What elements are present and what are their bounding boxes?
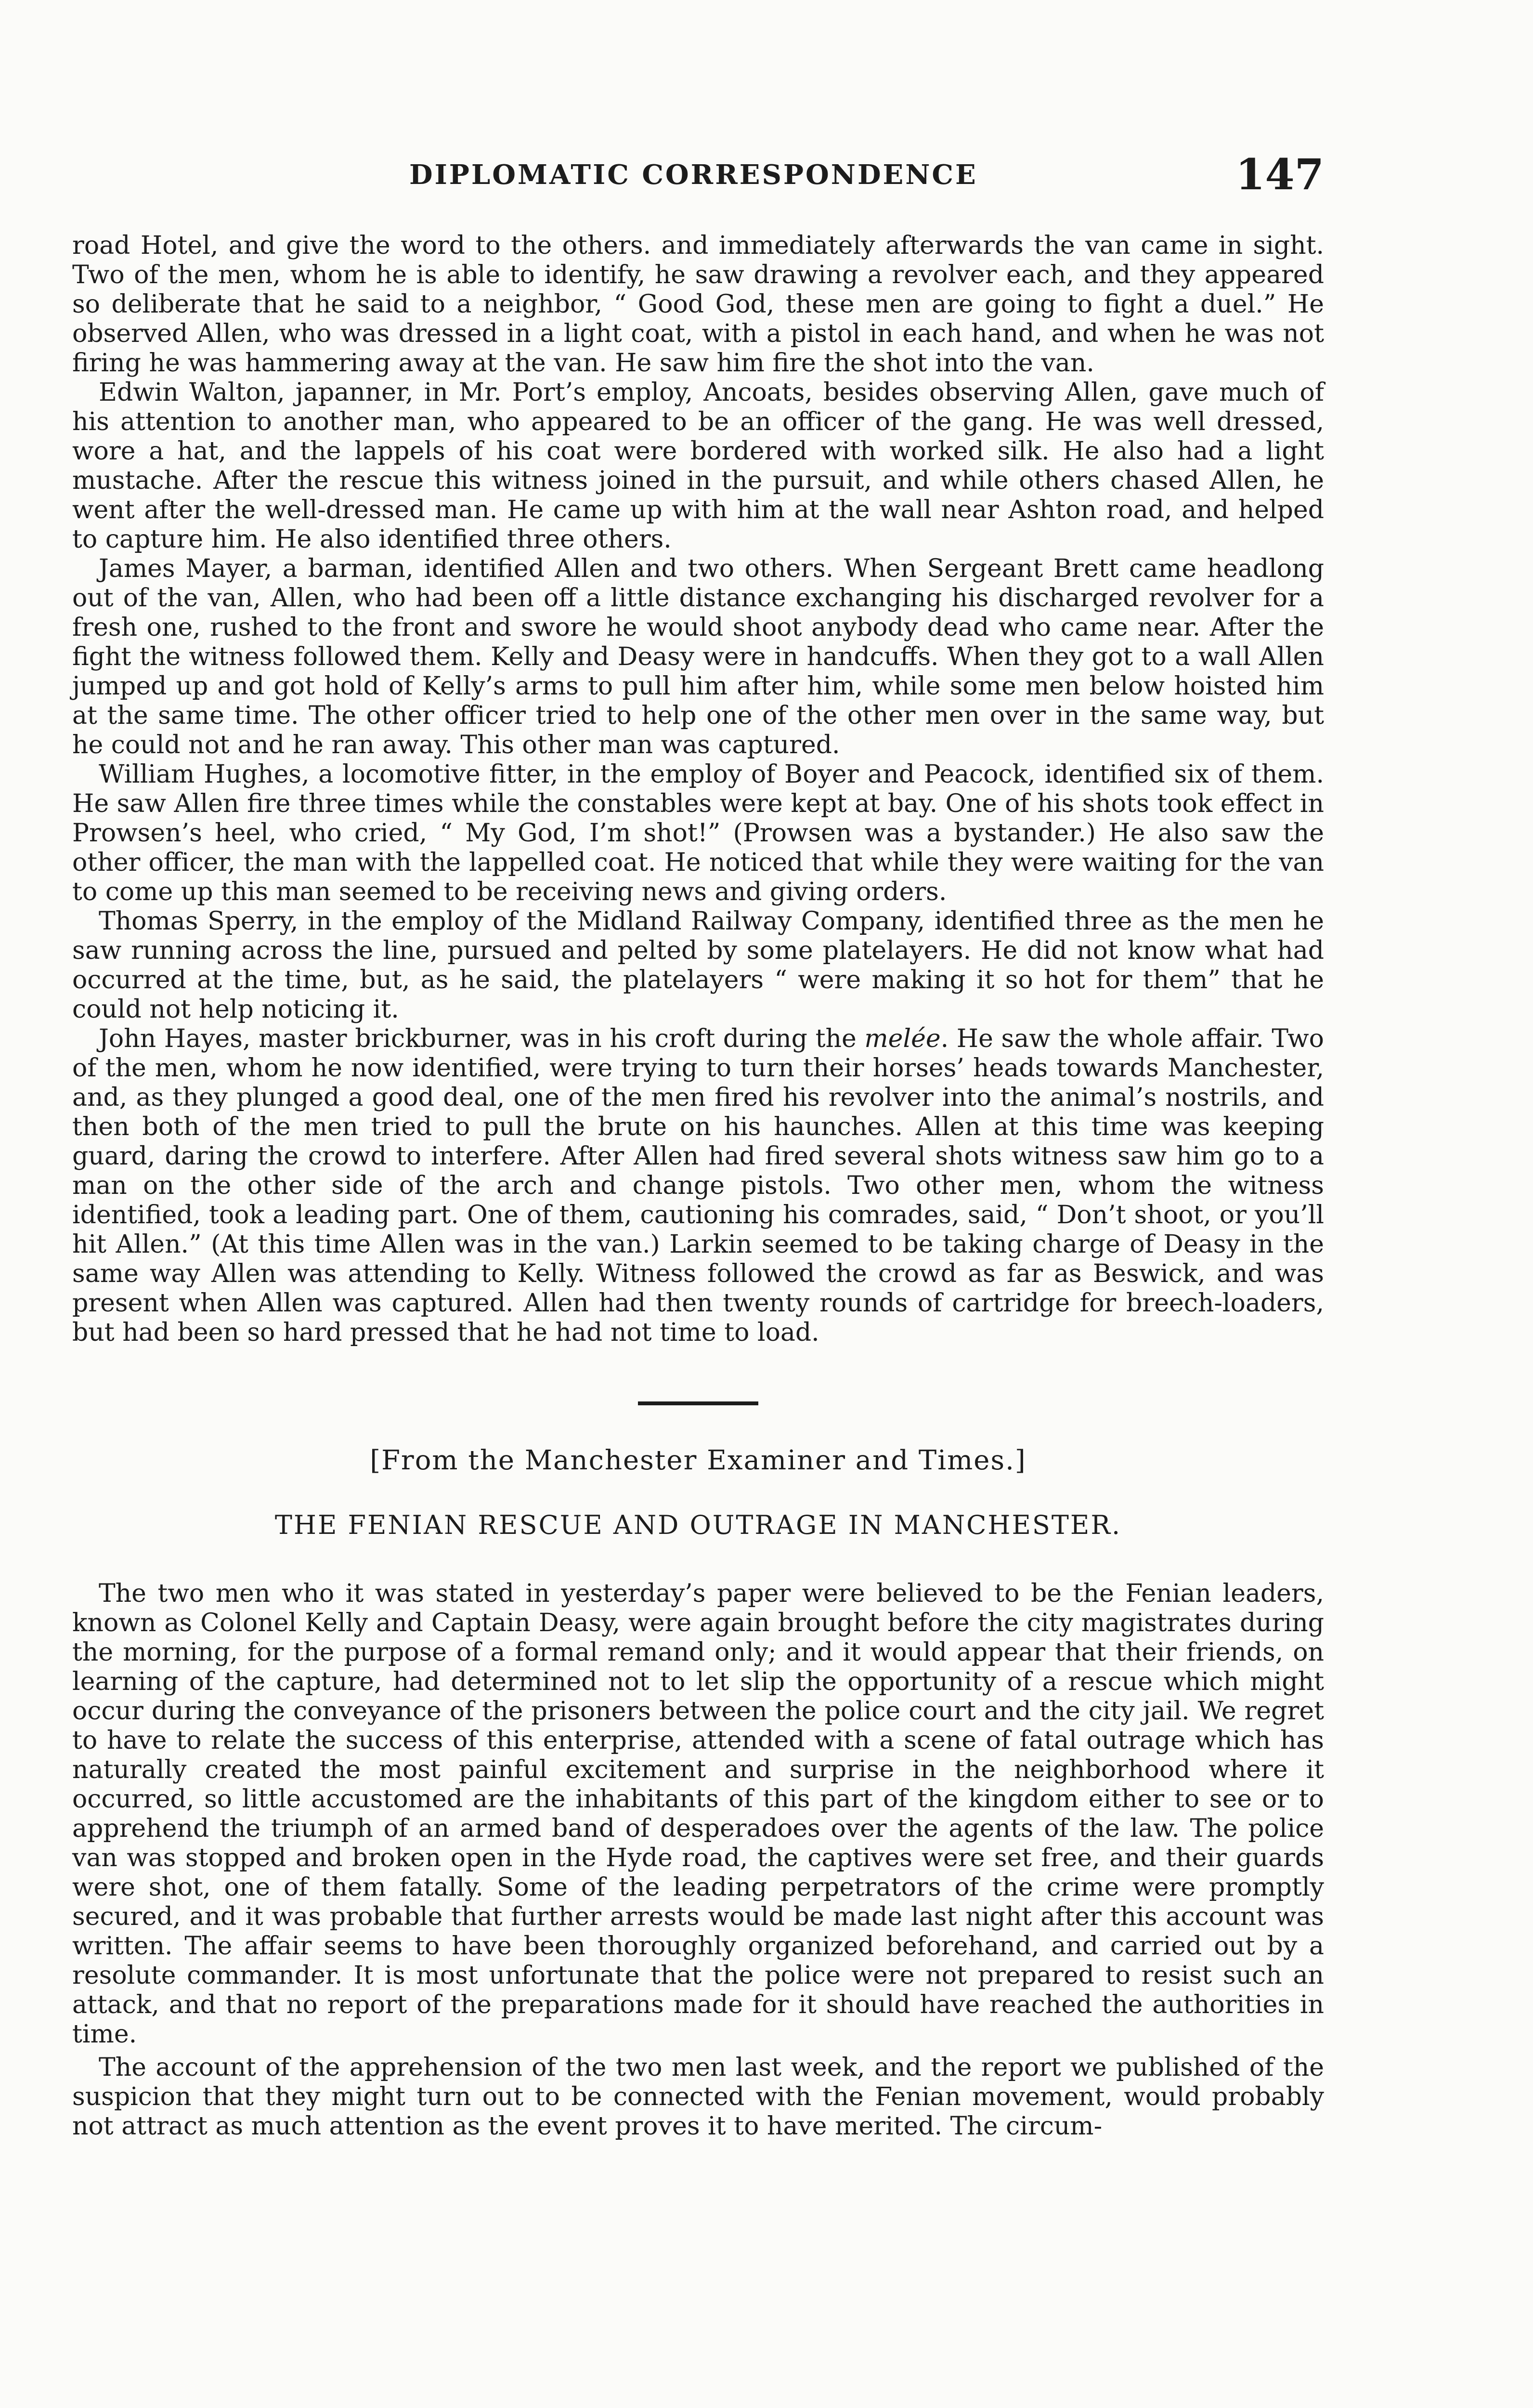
page-body [72, 231, 1324, 2141]
paragraph-sperry: Thomas Sperry, in the employ of the Midland Railway Company, identified three as the men he saw running across the line, pursued and pelted by some platelayers. He did not know what had occurred at the time, but, as he said, the platelayers “ were making it so hot for them” that he could not help noticing it. [72, 907, 1324, 1024]
paragraph-hughes: William Hughes, a locomotive fitter, in the employ of Boyer and Peacock, identified six of them. He saw Allen fire three times while the constables were kept at bay. One of his shots took effect in Prowsen’s heel, who cried, “ My God, I’m shot!” (Prowsen was a bystander.) He also saw the other officer, the man with the lappelled coat. He noticed that while they were waiting for the van to come up this man seemed to be receiving news and giving orders. [72, 760, 1324, 906]
hayes-text-start: John Hayes, master brickburner, was in his croft during the [99, 1024, 865, 1053]
hayes-emphasis: melée [864, 1024, 941, 1053]
paragraph-rescue-intro: The two men who it was stated in yesterday’s paper were believed to be the Fenian leaders, known as Colonel Kelly and Captain Deasy, were again brought before the city magistrates during the morning, for the purpose of a formal remand only; and it would appear that their friends, on learning of the capture, had determined not to let slip the opportunity of a rescue which might occur during the conveyance of the prisoners between the police court and the city jail. We regret to have to relate the success of this enterprise, attended with a scene of fatal outrage which has naturally created the most painful excitement and surprise in the neighborhood where it occurred, so little accustomed are the inhabitants of this part of the kingdom either to see or to apprehend the triumph of an armed band of desperadoes over the agents of the law. The police van was stopped and broken open in the Hyde road, the captives were set free, and their guards were shot, one of them fatally. Some of the leading perpetrators of the crime were promptly secured, and it was probable that further arrests would be made last night after this account was written. The affair seems to have been thoroughly organized beforehand, and carried out by a resolute commander. It is most unfortunate that the police were not prepared to resist such an attack, and that no report of the preparations made for it should have reached the authorities in time. [72, 1579, 1324, 2049]
paragraph-mayer: James Mayer, a barman, identified Allen and two others. When Sergeant Brett came headlong out of the van, Allen, who had been off a little distance exchanging his discharged revolver for a fresh one, rushed to the front and swore he would shoot anybody dead who came near. After the fight the witness followed them. Kelly and Deasy were in handcuffs. When they got to a wall Allen jumped up and got hold of Kelly’s arms to pull him after him, while some men below hoisted him at the same time. The other officer tried to help one of the other men over in the same way, but he could not and he ran away. This other man was captured. [72, 554, 1324, 759]
article-title: THE FENIAN RESCUE AND OUTRAGE IN MANCHESTER. [274, 1510, 1122, 1540]
paragraph-walton: Edwin Walton, japanner, in Mr. Port’s employ, Ancoats, besides observing Allen, gave much of his attention to another man, who appeared to be an officer of the gang. He was well dressed, wore a hat, and the lappels of his coat were bordered with worked silk. He also had a light mustache. After the rescue this witness joined in the pursuit, and while others chased Allen, he went after the well-dressed man. He came up with him at the wall near Ashton road, and helped to capture him. He also identified three others. [72, 378, 1324, 554]
paragraph-hayes [72, 1024, 1324, 1348]
paragraph-apprehension: The account of the apprehension of the two men last week, and the report we published of the suspicion that they might turn out to be connected with the Fenian movement, would probably not attract as much attention as the event proves it to have merited. The circum- [72, 2053, 1324, 2141]
paragraph-continued: road Hotel, and give the word to the others. and immediately afterwards the van came in sight. Two of the men, whom he is able to identify, he saw drawing a revolver each, and they appeared so deliberate that he said to a neighbor, “ Good God, these men are going to fight a duel.” He observed Allen, who was dressed in a light coat, with a pistol in each hand, and when he was not firing he was hammering away at the van. He saw him fire the shot into the van. [72, 231, 1324, 378]
running-title: DIPLOMATIC CORRESPONDENCE [409, 159, 978, 191]
source-attribution: [From the Manchester Examiner and Times.] [370, 1445, 1026, 1476]
page-header [72, 149, 1324, 207]
section-divider [638, 1401, 758, 1405]
page-number: 147 [1235, 149, 1324, 199]
hayes-text-end: . He saw the whole affair. Two of the men, whom he now identified, were trying to turn their horses’ heads towards Manchester, and, as they plunged a good deal, one of the men fired his revolver into the animal’s nostrils, and then both of the men tried to pull the brute on his haunches. Allen at this time was keeping guard, daring the crowd to interfere. After Allen had fired several shots witness saw him go to a man on the other side of the arch and change pistols. Two other men, whom the witness identified, took a leading part. One of them, cautioning his comrades, said, “ Don’t shoot, or you’ll hit Allen.” (At this time Allen was in the van.) Larkin seemed to be taking charge of Deasy in the same way Allen was attending to Kelly. Witness followed the crowd as far as Beswick, and was present when Allen was captured. Allen had then twenty rounds of cartridge for breech-loaders, but had been so hard pressed that he had not time to load. [72, 1024, 1324, 1347]
